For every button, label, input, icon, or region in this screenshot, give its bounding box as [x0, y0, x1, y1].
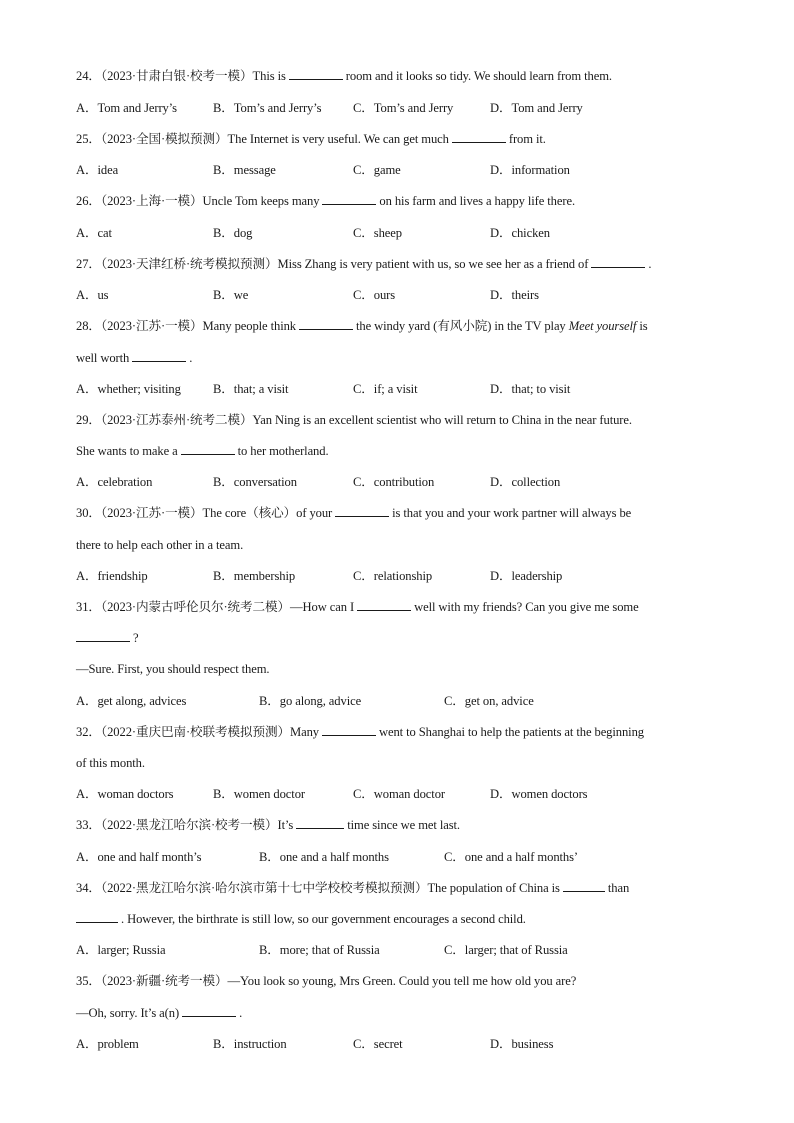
option-a: A．one and half month’s	[76, 850, 202, 864]
question-29-stem-line2: She wants to make a to her motherland.	[76, 444, 329, 458]
question-source: （2022·重庆巴南·校联考模拟预测）	[100, 725, 291, 739]
option-b: B．message	[213, 163, 276, 177]
option-a: A．celebration	[76, 475, 153, 489]
question-number: 32	[76, 725, 89, 739]
option-c: C．one and a half months’	[444, 850, 579, 864]
option-c: C．get on, advice	[444, 694, 534, 708]
option-d: D．Tom and Jerry	[490, 101, 583, 115]
option-b: B．conversation	[213, 475, 297, 489]
option-c: C．woman doctor	[353, 787, 445, 801]
question-source: （2022·黑龙江哈尔滨·校考一模）	[100, 818, 278, 832]
option-c: C．sheep	[353, 226, 402, 240]
question-number: 30	[76, 506, 89, 520]
option-b: B．membership	[213, 569, 296, 583]
option-a: A．woman doctors	[76, 787, 174, 801]
question-number: 24	[76, 69, 89, 83]
question-source: （2023·江苏·一模）	[100, 506, 203, 520]
question-32-stem-line2: of this month.	[76, 756, 145, 770]
option-c: C．ours	[353, 288, 396, 302]
question-source: （2023·上海·一模）	[100, 194, 203, 208]
option-c: C．larger; that of Russia	[444, 943, 568, 957]
option-d: D．chicken	[490, 226, 550, 240]
option-d: D．business	[490, 1037, 554, 1051]
question-34-stem-line2: . However, the birthrate is still low, so our government encourages a second child.	[76, 911, 724, 927]
question-source: （2023·江苏·一模）	[100, 319, 203, 333]
answer-blank	[76, 630, 130, 642]
option-b: B．that; a visit	[213, 382, 289, 396]
question-number: 27	[76, 257, 89, 271]
question-number: 28	[76, 319, 89, 333]
option-b: B．women doctor	[213, 787, 305, 801]
question-35-stem: 35．（2023·新疆·统考一模）—You look so young, Mrs Green. Could you tell me how old you are?	[76, 974, 577, 988]
question-31-stem: 31．（2023·内蒙古呼伦贝尔·统考二模）—How can I well with my friends? Can you give me some	[76, 600, 639, 614]
question-29-stem: 29．（2023·江苏泰州·统考二模）Yan Ning is an excellent scientist who will return to China in the near future.	[76, 413, 632, 427]
option-a: A．larger; Russia	[76, 943, 166, 957]
option-b: B．go along, advice	[259, 694, 362, 708]
question-source: （2022·黑龙江哈尔滨·哈尔滨市第十七中学校校考模拟预测）	[100, 881, 428, 895]
question-number: 25	[76, 132, 89, 146]
question-number: 31	[76, 600, 89, 614]
answer-blank	[299, 318, 353, 330]
option-d: D．collection	[490, 475, 561, 489]
answer-blank	[76, 911, 118, 923]
option-b: B．more; that of Russia	[259, 943, 380, 957]
option-c: C．relationship	[353, 569, 433, 583]
option-c: C．Tom’s and Jerry	[353, 101, 454, 115]
answer-blank	[181, 443, 235, 455]
option-b: B．Tom’s and Jerry’s	[213, 101, 322, 115]
question-30-stem-line2: there to help each other in a team.	[76, 538, 244, 552]
question-number: 26	[76, 194, 89, 208]
question-25-stem: 25．（2023·全国·模拟预测）The Internet is very useful. We can get much from it.	[76, 132, 546, 146]
question-source: （2023·内蒙古呼伦贝尔·统考二模）	[100, 600, 291, 614]
option-c: C．contribution	[353, 475, 435, 489]
option-a: A．get along, advices	[76, 694, 187, 708]
answer-blank	[591, 256, 645, 268]
option-d: D．theirs	[490, 288, 539, 302]
option-c: C．game	[353, 163, 401, 177]
option-a: A．us	[76, 288, 109, 302]
question-32-stem: 32．（2022·重庆巴南·校联考模拟预测）Many went to Shanghai to help the patients at the beginning	[76, 725, 644, 739]
option-d: D．leadership	[490, 569, 563, 583]
answer-blank	[289, 68, 343, 80]
question-30-stem: 30．（2023·江苏·一模）The core（核心）of your is that you and your work partner will always be	[76, 506, 632, 520]
option-d: D．women doctors	[490, 787, 588, 801]
answer-blank	[322, 724, 376, 736]
option-b: B．one and a half months	[259, 850, 389, 864]
tv-play-title: Meet yourself	[568, 319, 637, 333]
answer-blank	[357, 599, 411, 611]
option-b: B．dog	[213, 226, 253, 240]
question-31-stem-line2: ?	[76, 630, 724, 646]
question-number: 29	[76, 413, 89, 427]
question-28-stem-line2: well worth .	[76, 351, 193, 365]
question-source: （2023·江苏泰州·统考二模）	[100, 413, 253, 427]
question-34-stem: 34．（2022·黑龙江哈尔滨·哈尔滨市第十七中学校校考模拟预测）The population of China is than	[76, 881, 630, 895]
question-24-stem: 24．（2023·甘肃白银·校考一模）This is room and it looks so tidy. We should learn from them.	[76, 69, 612, 83]
question-26-stem: 26．（2023·上海·一模）Uncle Tom keeps many on his farm and lives a happy life there.	[76, 194, 575, 208]
answer-blank	[182, 1005, 236, 1017]
option-c: C．if; a visit	[353, 382, 418, 396]
answer-blank	[132, 350, 186, 362]
option-a: A．whether; visiting	[76, 382, 181, 396]
option-a: A．cat	[76, 226, 112, 240]
question-number: 35	[76, 974, 89, 988]
question-source: （2023·甘肃白银·校考一模）	[100, 69, 253, 83]
answer-blank	[335, 505, 389, 517]
question-number: 34	[76, 881, 89, 895]
question-source: （2023·全国·模拟预测）	[100, 132, 228, 146]
option-d: D．that; to visit	[490, 382, 571, 396]
answer-blank	[452, 131, 506, 143]
question-number: 33	[76, 818, 89, 832]
answer-blank	[322, 193, 376, 205]
option-a: A．friendship	[76, 569, 148, 583]
option-a: A．problem	[76, 1037, 139, 1051]
option-d: D．information	[490, 163, 570, 177]
question-31-reply: —Sure. First, you should respect them.	[76, 662, 270, 676]
answer-blank	[296, 817, 344, 829]
question-28-stem: 28．（2023·江苏·一模）Many people think the windy yard (有风小院) in the TV play Meet yourself is	[76, 319, 648, 333]
answer-blank	[563, 880, 605, 892]
question-33-stem: 33．（2022·黑龙江哈尔滨·校考一模）It’s time since we met last.	[76, 818, 460, 832]
question-27-stem: 27．（2023·天津红桥·统考模拟预测）Miss Zhang is very patient with us, so we see her as a friend of .	[76, 257, 652, 271]
option-b: B．instruction	[213, 1037, 287, 1051]
option-c: C．secret	[353, 1037, 403, 1051]
question-35-stem-line2: —Oh, sorry. It’s a(n) .	[76, 1006, 243, 1020]
option-a: A．idea	[76, 163, 119, 177]
option-a: A．Tom and Jerry’s	[76, 101, 177, 115]
option-b: B．we	[213, 288, 249, 302]
question-source: （2023·天津红桥·统考模拟预测）	[100, 257, 278, 271]
question-source: （2023·新疆·统考一模）	[100, 974, 228, 988]
